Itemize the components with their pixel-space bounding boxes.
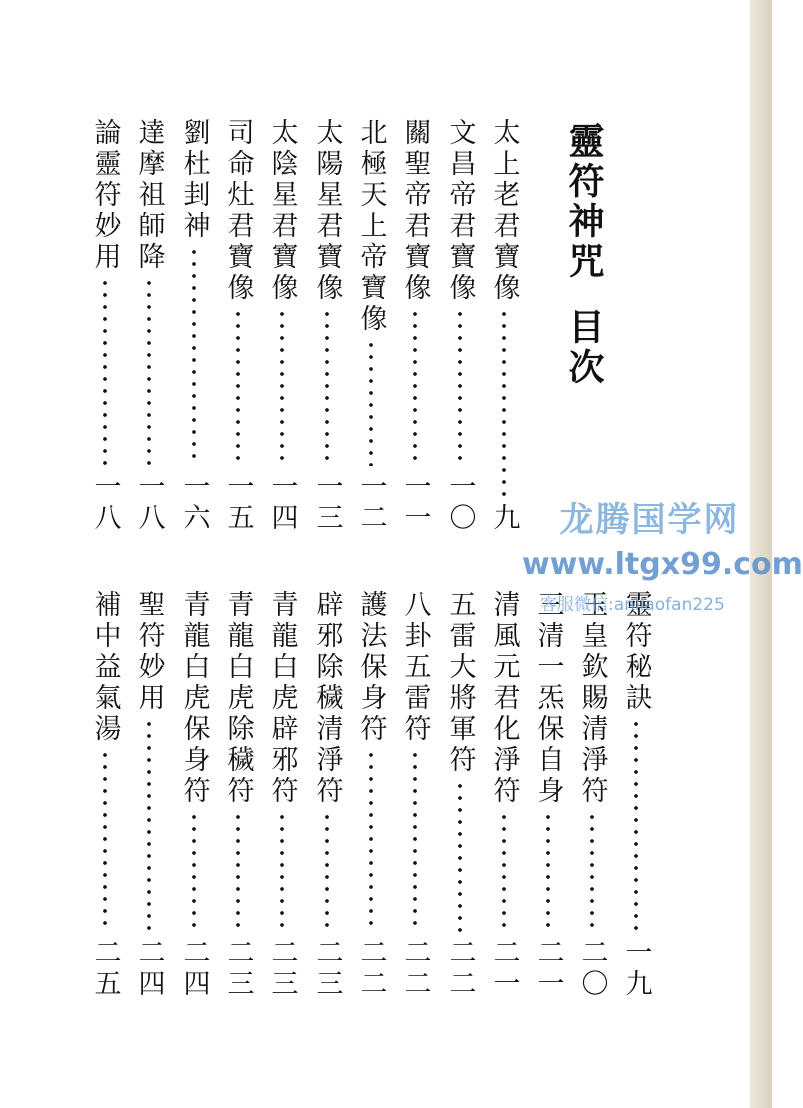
dot-leader [546,811,550,932]
entry-title: 北極天上帝寶像 [355,118,387,335]
toc-entry[interactable] [85,118,125,534]
toc-entry[interactable] [616,590,656,1000]
toc-heading: 目次 [563,308,605,388]
entry-title: 司命灶君寶像 [222,118,254,304]
entry-page: 二二 [444,938,476,1000]
entry-page: 二二 [355,938,387,1000]
entry-title: 八卦五雷符 [399,590,431,745]
toc-entry[interactable] [129,118,169,534]
entry-title: 達摩祖師降 [133,118,165,273]
dot-leader [147,718,151,932]
dot-leader [192,811,196,932]
entry-title: 青龍白虎除穢符 [222,590,254,807]
entry-title: 聖符妙用 [133,590,165,714]
entry-page: 一〇 [444,472,476,534]
entry-page: 一一 [399,472,431,534]
toc-entry[interactable] [351,590,391,1000]
entry-title: 青龍白虎辟邪符 [266,590,298,807]
entry-title: 劉杜刲神 [178,118,210,242]
entry-page: 一六 [178,472,210,534]
dot-leader [280,811,284,932]
toc-entry[interactable] [307,590,347,1000]
dot-leader [192,246,196,466]
entry-title: 玉皇欽賜清淨符 [576,590,608,807]
entry-page: 一四 [266,472,298,534]
entry-page: 二四 [178,938,210,1000]
toc-entry[interactable] [395,118,435,534]
entry-title: 文昌帝君寶像 [444,118,476,304]
dot-leader [502,308,506,497]
toc-entry[interactable] [351,118,391,534]
entry-title: 三清一炁保自身 [532,590,564,807]
entry-page: 二一 [532,938,564,1000]
dot-leader [103,277,107,466]
dot-leader [369,339,373,466]
dot-leader [147,277,151,466]
dot-leader [458,308,462,466]
dot-leader [103,749,107,932]
entry-title: 青龍白虎保身符 [178,590,210,807]
watermark [522,492,803,615]
toc-entry[interactable] [440,590,480,1000]
watermark-site-name: 龙腾国学网 [559,500,740,540]
entry-page: 二三 [266,938,298,1000]
dot-leader [634,718,638,932]
toc-entry[interactable] [129,590,169,1000]
entry-title: 太上老君寶像 [488,118,520,304]
entry-page: 一九 [620,938,652,1000]
entry-page: 一八 [133,472,165,534]
toc-entry[interactable] [528,590,568,1000]
entry-title: 靈符秘訣 [620,590,652,714]
entry-page: 一三 [311,472,343,534]
entry-page: 一五 [222,472,254,534]
entry-page: 二三 [311,938,343,1000]
dot-leader [325,811,329,932]
entry-title: 關聖帝君寶像 [399,118,431,304]
toc-entry[interactable] [262,590,302,1000]
entry-page: 一二 [355,472,387,534]
toc-entry[interactable] [174,118,214,534]
toc-entry[interactable] [572,590,612,1000]
toc-entry[interactable] [218,118,258,534]
entry-page: 二三 [222,938,254,1000]
dot-leader [236,308,240,466]
dot-leader [325,308,329,466]
toc-entry[interactable] [218,590,258,1000]
dot-leader [590,811,594,932]
entry-page: 一八 [89,472,121,534]
dot-leader [413,749,417,932]
entry-title: 太陽星君寶像 [311,118,343,304]
watermark-url: www.ltgx99.com [522,547,803,582]
dot-leader [369,749,373,932]
toc-entry[interactable] [307,118,347,534]
entry-title: 護法保身符 [355,590,387,745]
watermark-contact: 客服微信:anliaofan225 [540,595,725,615]
toc-entry[interactable] [174,590,214,1000]
entry-page: 二五 [89,938,121,1000]
dot-leader [413,308,417,466]
entry-page: 二四 [133,938,165,1000]
book-title: 靈符神咒 [563,122,605,282]
toc-entry[interactable] [262,118,302,534]
dot-leader [280,308,284,466]
toc-entry[interactable] [484,118,524,534]
entry-page: 九 [488,503,520,534]
entry-title: 辟邪除穢清淨符 [311,590,343,807]
entry-page: 二二 [399,938,431,1000]
heading [560,122,608,388]
entry-title: 清風元君化淨符 [488,590,520,807]
toc-entry[interactable] [85,590,125,1000]
entry-page: 二一 [488,938,520,1000]
dot-leader [502,811,506,932]
entry-title: 論靈符妙用 [89,118,121,273]
entry-title: 太陰星君寶像 [266,118,298,304]
entry-title: 五雷大將軍符 [444,590,476,776]
toc-entry[interactable] [484,590,524,1000]
dot-leader [236,811,240,932]
entry-title: 補中益氣湯 [89,590,121,745]
dot-leader [458,780,462,932]
entry-page: 二〇 [576,938,608,1000]
toc-entry[interactable] [395,590,435,1000]
toc-entry[interactable] [440,118,480,534]
